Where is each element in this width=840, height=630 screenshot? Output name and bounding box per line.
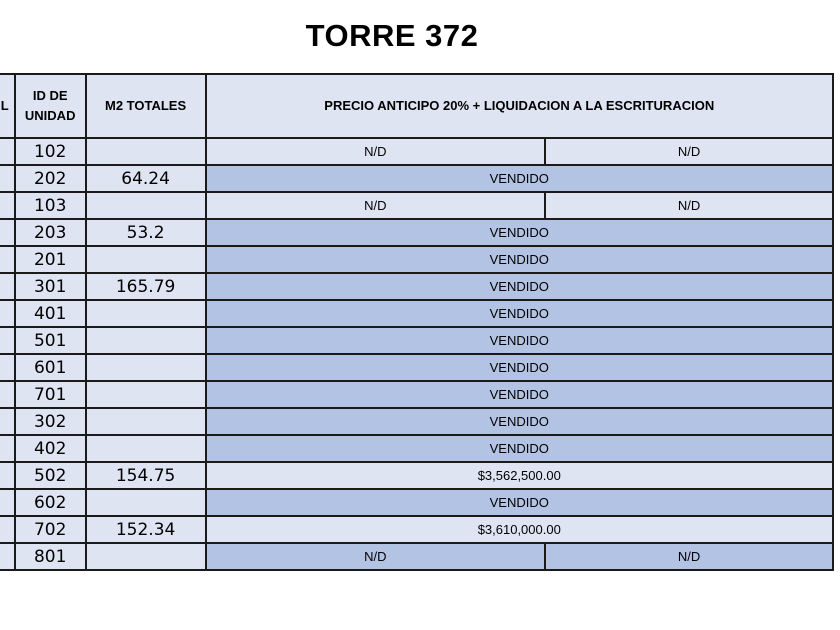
table-row	[0, 327, 833, 354]
m2-total-cell	[86, 435, 206, 462]
unit-id-cell: 203	[15, 219, 86, 246]
table-row	[0, 246, 833, 273]
m2-total-cell	[86, 354, 206, 381]
unit-id-cell: 501	[15, 327, 86, 354]
m2-total-cell	[86, 138, 206, 165]
row-cut-off-cell	[0, 192, 15, 219]
status-sold-cell: VENDIDO	[206, 165, 833, 192]
status-sold-cell: VENDIDO	[206, 435, 833, 462]
table-row	[0, 138, 833, 165]
m2-total-cell: 165.79	[86, 273, 206, 300]
unit-id-cell: 302	[15, 408, 86, 435]
unit-id-cell: 801	[15, 543, 86, 570]
table-row	[0, 489, 833, 516]
header-row	[0, 74, 833, 138]
m2-total-cell: 154.75	[86, 462, 206, 489]
table-row	[0, 165, 833, 192]
price-value-cell: $3,610,000.00	[206, 516, 833, 543]
price-cell-left: N/D	[206, 138, 546, 165]
m2-total-cell	[86, 408, 206, 435]
table-row	[0, 300, 833, 327]
status-sold-cell: VENDIDO	[206, 489, 833, 516]
price-cell-right: N/D	[545, 192, 833, 219]
unit-id-cell: 102	[15, 138, 86, 165]
unit-id-cell: 502	[15, 462, 86, 489]
unit-id-cell: 202	[15, 165, 86, 192]
row-cut-off-cell	[0, 354, 15, 381]
row-cut-off-cell	[0, 462, 15, 489]
unit-id-cell: 601	[15, 354, 86, 381]
m2-total-cell: 64.24	[86, 165, 206, 192]
m2-total-cell	[86, 300, 206, 327]
header-m2-total: M2 TOTALES	[86, 74, 206, 138]
price-cell-right: N/D	[545, 543, 833, 570]
table-row	[0, 462, 833, 489]
unit-id-cell: 402	[15, 435, 86, 462]
m2-total-cell: 53.2	[86, 219, 206, 246]
unit-id-cell: 103	[15, 192, 86, 219]
header-unit-id: ID DE UNIDAD	[15, 74, 86, 138]
m2-total-cell: 152.34	[86, 516, 206, 543]
row-cut-off-cell	[0, 246, 15, 273]
m2-total-cell	[86, 543, 206, 570]
row-cut-off-cell	[0, 219, 15, 246]
status-sold-cell: VENDIDO	[206, 354, 833, 381]
row-cut-off-cell	[0, 327, 15, 354]
table-row	[0, 273, 833, 300]
table-row	[0, 354, 833, 381]
status-sold-cell: VENDIDO	[206, 381, 833, 408]
status-sold-cell: VENDIDO	[206, 300, 833, 327]
price-cell-left: N/D	[206, 192, 546, 219]
unit-id-cell: 701	[15, 381, 86, 408]
price-value-cell: $3,562,500.00	[206, 462, 833, 489]
unit-id-cell: 702	[15, 516, 86, 543]
m2-total-cell	[86, 381, 206, 408]
m2-total-cell	[86, 246, 206, 273]
table-row	[0, 435, 833, 462]
table-row	[0, 381, 833, 408]
row-cut-off-cell	[0, 300, 15, 327]
price-cell-right: N/D	[545, 138, 833, 165]
header-cut-off: L	[0, 74, 15, 138]
unit-id-cell: 301	[15, 273, 86, 300]
price-cell-left: N/D	[206, 543, 546, 570]
m2-total-cell	[86, 489, 206, 516]
row-cut-off-cell	[0, 165, 15, 192]
table-row	[0, 516, 833, 543]
unit-id-cell: 401	[15, 300, 86, 327]
unit-id-cell: 201	[15, 246, 86, 273]
m2-total-cell	[86, 327, 206, 354]
status-sold-cell: VENDIDO	[206, 327, 833, 354]
page-title: TORRE 372	[305, 18, 479, 53]
unit-id-cell: 602	[15, 489, 86, 516]
row-cut-off-cell	[0, 516, 15, 543]
row-cut-off-cell	[0, 435, 15, 462]
status-sold-cell: VENDIDO	[206, 246, 833, 273]
m2-total-cell	[86, 192, 206, 219]
row-cut-off-cell	[0, 408, 15, 435]
table-row	[0, 192, 833, 219]
table-row	[0, 408, 833, 435]
table-row	[0, 219, 833, 246]
table-row	[0, 543, 833, 570]
row-cut-off-cell	[0, 381, 15, 408]
status-sold-cell: VENDIDO	[206, 273, 833, 300]
row-cut-off-cell	[0, 138, 15, 165]
status-sold-cell: VENDIDO	[206, 408, 833, 435]
status-sold-cell: VENDIDO	[206, 219, 833, 246]
row-cut-off-cell	[0, 489, 15, 516]
row-cut-off-cell	[0, 543, 15, 570]
row-cut-off-cell	[0, 273, 15, 300]
header-price: PRECIO ANTICIPO 20% + LIQUIDACION A LA ESCRITURACION	[206, 74, 833, 138]
units-table	[0, 73, 834, 571]
